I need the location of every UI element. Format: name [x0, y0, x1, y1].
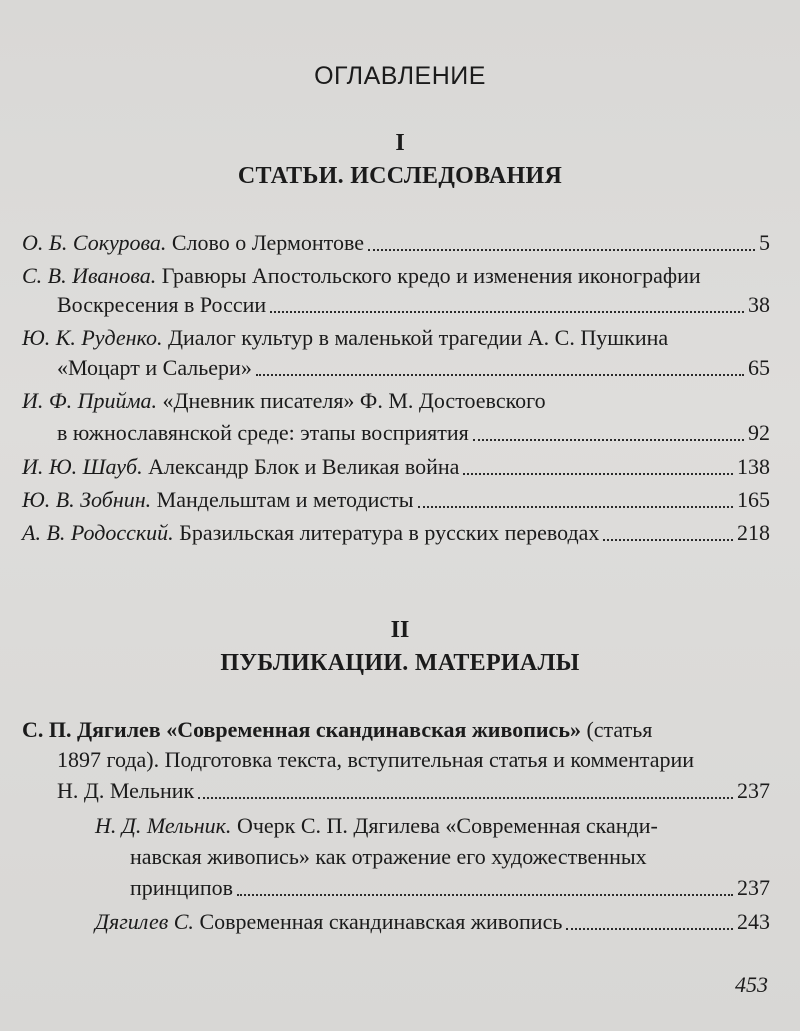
- bleed-through-text: [300, 6, 305, 29]
- entry-page: 65: [748, 355, 770, 380]
- entry-page: 243: [737, 909, 770, 934]
- toc-entry-2-line-2: [57, 290, 770, 320]
- entry-bold-title: С. П. Дягилев «Современная скандинавская живопись»: [22, 717, 581, 742]
- entry-author: Ю. К. Руденко.: [22, 325, 163, 350]
- entry-text: Н. Д. Мельник: [57, 778, 195, 803]
- entry-page: 165: [737, 487, 770, 512]
- leader-dots: [566, 928, 733, 930]
- entry-page: 218: [737, 520, 770, 545]
- leader-dots: [463, 473, 733, 475]
- entry-author: С. В. Иванова.: [22, 263, 157, 288]
- section-1-title: СТАТЬИ. ИССЛЕДОВАНИЯ: [237, 163, 563, 189]
- entry-text: 1897 года). Подготовка текста, вступительная статья и комментарии: [57, 747, 695, 772]
- section-1-number: I: [395, 130, 405, 156]
- toc-sub-entry-1-line-2: [130, 842, 770, 872]
- entry-author: Ю. В. Зобнин.: [22, 487, 152, 512]
- entry-author: Дягилев С.: [95, 909, 194, 934]
- entry-title: Очерк С. П. Дягилева «Современная сканди-: [236, 813, 658, 838]
- toc-main-entry-line-1: [22, 715, 770, 745]
- entry-author: Н. Д. Мельник.: [95, 813, 232, 838]
- toc-entry-2-line-1: [22, 261, 770, 291]
- toc-main-entry-line-3: [57, 776, 770, 806]
- entry-author: И. Ф. Прийма.: [22, 388, 158, 413]
- toc-entry-7: [22, 518, 770, 548]
- page-title: ОГЛАВЛЕНИЕ: [314, 62, 486, 90]
- entry-page: 237: [737, 778, 770, 803]
- entry-title: в южнославянской среде: этапы восприятия: [57, 420, 469, 445]
- section-2-title: ПУБЛИКАЦИИ. МАТЕРИАЛЫ: [220, 650, 580, 676]
- entry-author: О. Б. Сокурова.: [22, 230, 167, 255]
- entry-title: Мандельштам и методисты: [156, 487, 414, 512]
- leader-dots: [270, 311, 744, 313]
- entry-title: Воскресения в России: [57, 292, 267, 317]
- entry-title: Современная скандинавская живопись: [199, 909, 563, 934]
- entry-title: Гравюры Апостольского кредо и изменения иконографии: [161, 263, 701, 288]
- toc-entry-1: [22, 228, 770, 258]
- leader-dots: [237, 894, 733, 896]
- toc-entry-4-line-2: [57, 418, 770, 448]
- entry-title: принципов: [130, 875, 234, 900]
- entry-title: Бразильская литература в русских переводах: [179, 520, 600, 545]
- leader-dots: [256, 374, 744, 376]
- entry-text: (статья: [586, 717, 653, 742]
- entry-title: навская живопись» как отражение его художественных: [130, 844, 647, 869]
- section-2-number: II: [390, 617, 410, 643]
- leader-dots: [603, 539, 733, 541]
- entry-page: 237: [737, 875, 770, 900]
- leader-dots: [368, 249, 755, 251]
- toc-main-entry-line-2: [57, 745, 770, 775]
- toc-sub-entry-1-line-1: [95, 811, 770, 841]
- entry-page: 5: [759, 230, 770, 255]
- entry-page: 138: [737, 454, 770, 479]
- entry-title: «Моцарт и Сальери»: [57, 355, 252, 380]
- toc-entry-3-line-1: [22, 323, 770, 353]
- toc-entry-3-line-2: [57, 353, 770, 383]
- entry-title: Слово о Лермонтове: [171, 230, 364, 255]
- toc-sub-entry-2: [95, 907, 770, 937]
- entry-title: Александр Блок и Великая война: [148, 454, 460, 479]
- leader-dots: [418, 506, 733, 508]
- toc-entry-5: [22, 452, 770, 482]
- toc-entry-4-line-1: [22, 386, 770, 416]
- toc-sub-entry-1-line-3: [130, 873, 770, 903]
- page-number: 453: [735, 972, 768, 997]
- entry-page: 38: [748, 292, 770, 317]
- entry-author: И. Ю. Шауб.: [22, 454, 143, 479]
- toc-entry-6: [22, 485, 770, 515]
- leader-dots: [473, 439, 744, 441]
- entry-page: 92: [748, 420, 770, 445]
- leader-dots: [198, 797, 733, 799]
- entry-title: Диалог культур в маленькой трагедии А. С. Пушкина: [168, 325, 669, 350]
- entry-title: «Дневник писателя» Ф. М. Достоевского: [162, 388, 546, 413]
- entry-author: А. В. Родосский.: [22, 520, 174, 545]
